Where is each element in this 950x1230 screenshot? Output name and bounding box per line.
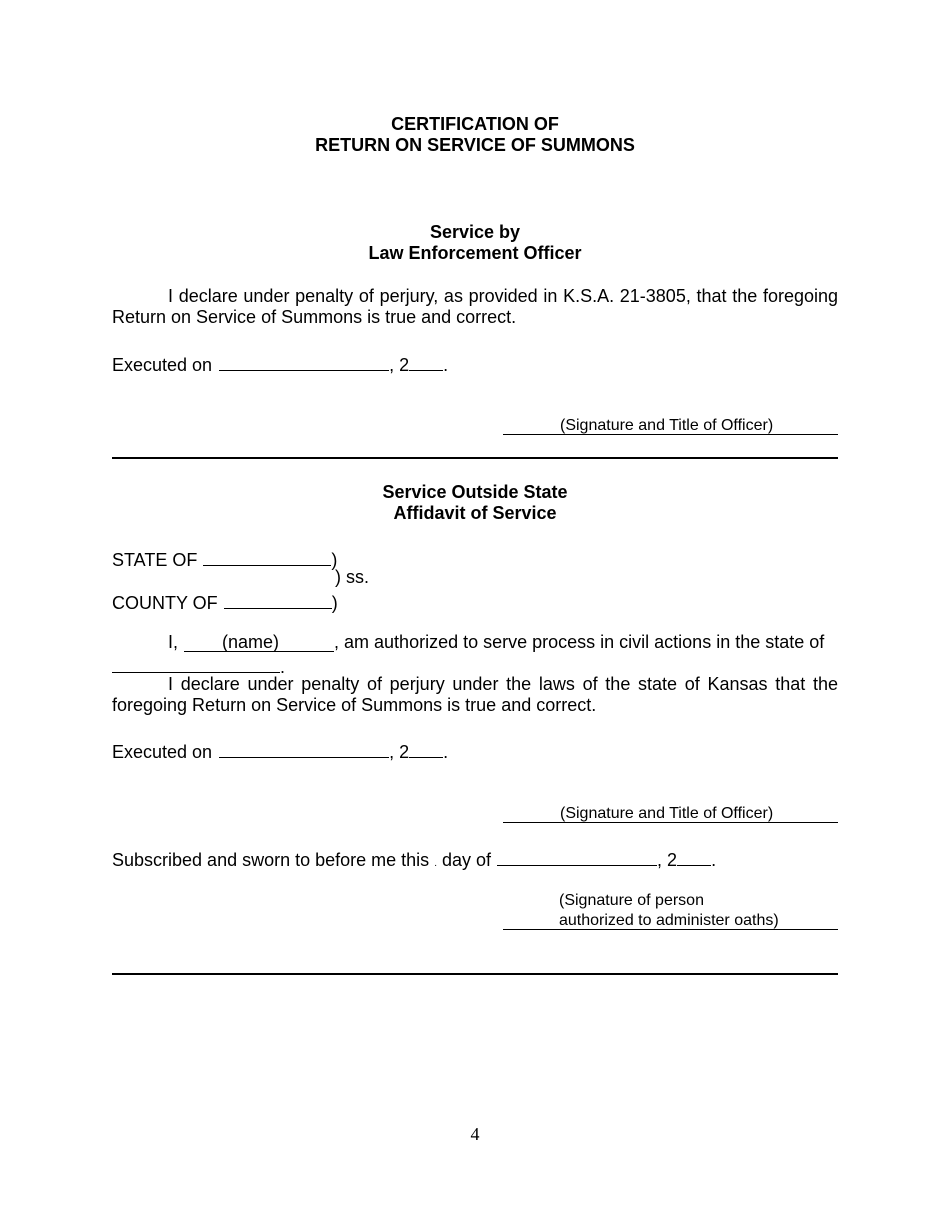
county-of-line [112,589,338,614]
section1-executed-line [112,351,448,376]
sworn-prefix: Subscribed and sworn to before me this [112,849,430,870]
name-blank[interactable] [184,632,334,652]
sworn-line [112,846,716,874]
section2-signature-label: (Signature and Title of Officer) [560,805,774,822]
sworn-day-mark: . [434,857,437,869]
ss-label: ) ss. [335,567,369,587]
executed-suffix: . [443,741,449,762]
bottom-divider [112,973,838,975]
executed-date-blank[interactable] [219,351,389,371]
county-of-blank[interactable] [224,589,332,609]
authorized-state-blank[interactable] [112,653,280,673]
county-paren: ) [331,592,338,613]
executed-label: Executed on [112,741,213,762]
name-placeholder: (name) [222,632,280,652]
authorized-prefix: I, [168,632,179,652]
section1-heading-line1: Service by [429,222,521,242]
authorized-text: , am authorized to serve process in civil actions in the state of [334,632,825,652]
sworn-year-blank[interactable] [677,846,711,866]
section2-executed-line [112,738,448,763]
state-of-blank[interactable] [203,546,331,566]
executed-date-blank[interactable] [219,738,389,758]
executed-label: Executed on [112,354,213,375]
section2-heading-line2: Affidavit of Service [393,503,557,523]
executed-suffix: . [443,354,449,375]
county-of-label: COUNTY OF [112,592,218,613]
state-paren: ) [331,549,338,570]
section2-heading-line1: Service Outside State [382,482,568,502]
oath-signature-label-line2: authorized to administer oaths) [559,912,779,929]
executed-year-blank[interactable] [409,351,443,371]
sworn-month-blank[interactable] [497,846,657,866]
section2-declaration: I declare under penalty of perjury under the laws of the state of Kansas that the foregoing Return on Service of Summons is true and correct. [112,674,838,715]
section1-heading-line2: Law Enforcement Officer [368,243,582,263]
section1-declaration: I declare under penalty of perjury, as provided in K.S.A. 21-3805, that the foregoing Return on Service of Summons is true and correct. [112,286,838,327]
state-of-label: STATE OF [112,549,198,570]
authorized-end: . [280,656,286,677]
section-divider [112,457,838,459]
sworn-day-of: day of [441,849,492,870]
document-title-line2: RETURN ON SERVICE OF SUMMONS [315,135,635,155]
sworn-year-prefix: , 2 [657,849,678,870]
page-number: 4 [470,1124,480,1144]
section1-signature-label: (Signature and Title of Officer) [560,417,774,434]
executed-year-prefix: , 2 [389,741,410,762]
oath-signature-label-line1: (Signature of person [559,892,704,909]
state-of-line [112,546,337,571]
section1-signature-line[interactable] [503,434,838,435]
oath-signature-line[interactable] [503,929,838,930]
executed-year-blank[interactable] [409,738,443,758]
section2-signature-line[interactable] [503,822,838,823]
authorized-line [168,632,824,653]
sworn-suffix: . [711,849,717,870]
document-title-line1: CERTIFICATION OF [391,114,559,134]
executed-year-prefix: , 2 [389,354,410,375]
